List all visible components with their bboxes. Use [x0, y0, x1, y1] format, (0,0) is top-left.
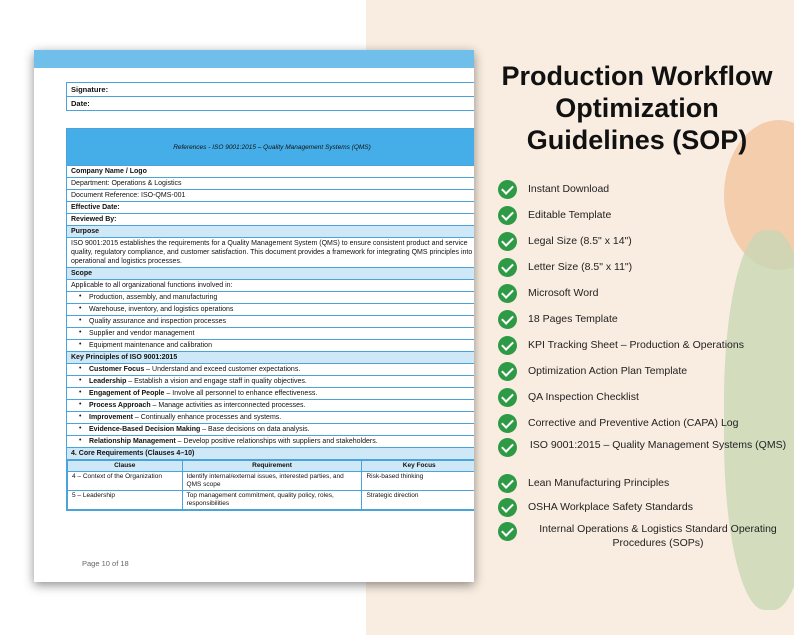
- core-requirements-cell: [67, 460, 475, 511]
- feature-list: [498, 180, 788, 554]
- document-reference-row: Document Reference: ISO-QMS-001: [67, 190, 475, 202]
- feature-label: Letter Size (8.5" x 11"): [528, 261, 633, 273]
- key-focus-cell: Risk-based thinking: [362, 472, 474, 491]
- column-header-requirement: Requirement: [182, 461, 362, 472]
- core-requirements-table: [67, 460, 474, 510]
- principle-name: Leadership: [89, 378, 127, 385]
- reviewed-by-row: Reviewed By:: [67, 214, 475, 226]
- check-icon: [498, 388, 517, 407]
- feature-item: [498, 336, 788, 362]
- principles-heading: Key Principles of ISO 9001:2015: [67, 352, 475, 364]
- effective-date-row: Effective Date:: [67, 202, 475, 214]
- check-icon: [498, 180, 517, 199]
- check-icon: [498, 498, 517, 517]
- check-icon: [498, 232, 517, 251]
- feature-item: [498, 474, 788, 498]
- feature-label: OSHA Workplace Safety Standards: [528, 501, 693, 513]
- feature-label: KPI Tracking Sheet – Production & Operations: [528, 339, 744, 351]
- feature-label: Lean Manufacturing Principles: [528, 477, 670, 489]
- principle-desc: – Develop positive relationships with suppliers and stakeholders.: [175, 438, 378, 445]
- check-icon: [498, 414, 517, 433]
- principle-desc: – Understand and exceed customer expectations.: [144, 366, 301, 373]
- check-icon: [498, 284, 517, 303]
- feature-item: [498, 522, 788, 554]
- page-number: Page 10 of 18: [82, 559, 129, 568]
- company-name-row: Company Name / Logo: [67, 166, 475, 178]
- feature-item: [498, 438, 788, 474]
- feature-item: [498, 310, 788, 336]
- clause-cell: 5 – Leadership: [68, 491, 183, 510]
- feature-label: Optimization Action Plan Template: [528, 365, 688, 377]
- column-header-key-focus: Key Focus: [362, 461, 474, 472]
- feature-label: Legal Size (8.5" x 14"): [528, 235, 632, 247]
- principle-item: [67, 364, 475, 376]
- core-requirements-heading: 4. Core Requirements (Clauses 4–10): [67, 448, 475, 460]
- feature-label: Corrective and Preventive Action (CAPA) Log: [528, 417, 739, 429]
- principle-name: Evidence-Based Decision Making: [89, 426, 201, 433]
- principle-item: [67, 424, 475, 436]
- principle-item: [67, 436, 475, 448]
- feature-label: Microsoft Word: [528, 287, 599, 299]
- principle-desc: – Base decisions on data analysis.: [200, 426, 310, 433]
- principle-name: Engagement of People: [89, 390, 165, 397]
- feature-label: QA Inspection Checklist: [528, 391, 639, 403]
- feature-item: [498, 258, 788, 284]
- feature-item: [498, 388, 788, 414]
- feature-item: [498, 284, 788, 310]
- principle-desc: – Involve all personnel to enhance effectiveness.: [164, 390, 318, 397]
- department-row: Department: Operations & Logistics: [67, 178, 475, 190]
- check-icon: [498, 438, 517, 457]
- check-icon: [498, 310, 517, 329]
- sop-table: [66, 128, 474, 511]
- purpose-heading: Purpose: [67, 226, 475, 238]
- principle-item: [67, 388, 475, 400]
- document-preview: [34, 50, 474, 582]
- clause-cell: 4 – Context of the Organization: [68, 472, 183, 491]
- table-row: [68, 491, 475, 510]
- check-icon: [498, 522, 517, 541]
- check-icon: [498, 258, 517, 277]
- principle-desc: – Manage activities as interconnected processes.: [150, 402, 306, 409]
- principle-desc: – Continually enhance processes and systems.: [132, 414, 282, 421]
- column-header-clause: Clause: [68, 461, 183, 472]
- feature-label: ISO 9001:2015 – Quality Management Systems (QMS): [529, 439, 787, 451]
- feature-item: [498, 362, 788, 388]
- check-icon: [498, 336, 517, 355]
- principle-desc: – Establish a vision and engage staff in quality objectives.: [126, 378, 307, 385]
- table-row: [68, 472, 475, 491]
- requirement-cell: Top management commitment, quality policy, roles, responsibilities: [182, 491, 362, 510]
- principle-item: [67, 412, 475, 424]
- references-header: References - ISO 9001:2015 – Quality Management Systems (QMS): [67, 129, 475, 166]
- feature-item: [498, 180, 788, 206]
- principle-item: [67, 400, 475, 412]
- feature-label: Instant Download: [528, 183, 610, 195]
- date-label: Date:: [67, 97, 475, 111]
- feature-label: 18 Pages Template: [528, 313, 618, 325]
- signature-label: Signature:: [67, 83, 475, 97]
- check-icon: [498, 206, 517, 225]
- scope-item: • Production, assembly, and manufacturing: [67, 292, 475, 304]
- scope-item: • Quality assurance and inspection processes: [67, 316, 475, 328]
- document-header-bar: [34, 50, 474, 68]
- scope-item: • Supplier and vendor management: [67, 328, 475, 340]
- scope-item: • Warehouse, inventory, and logistics operations: [67, 304, 475, 316]
- feature-item: [498, 414, 788, 438]
- check-icon: [498, 474, 517, 493]
- principle-name: Relationship Management: [89, 438, 176, 445]
- principle-item: [67, 376, 475, 388]
- feature-item: [498, 498, 788, 522]
- check-icon: [498, 362, 517, 381]
- product-title: Production Workflow Optimization Guidelines (SOP): [501, 61, 773, 155]
- scope-heading: Scope: [67, 268, 475, 280]
- principle-name: Process Approach: [89, 402, 151, 409]
- feature-label: Internal Operations & Logistics Standard Operating Procedures (SOPs): [539, 523, 777, 549]
- key-focus-cell: Strategic direction: [362, 491, 474, 510]
- feature-item: [498, 232, 788, 258]
- scope-item: • Equipment maintenance and calibration: [67, 340, 475, 352]
- principle-name: Improvement: [89, 414, 133, 421]
- requirement-cell: Identify internal/external issues, interested parties, and QMS scope: [182, 472, 362, 491]
- feature-label: Editable Template: [528, 209, 612, 221]
- principle-name: Customer Focus: [89, 366, 145, 373]
- purpose-text: ISO 9001:2015 establishes the requirements for a Quality Management System (QMS) to ensure consistent product and service quality, regulatory compliance, and customer satisfaction. This document provides a framework for integrating QMS principles into operational and logistics processes.: [67, 238, 475, 268]
- feature-item: [498, 206, 788, 232]
- signature-table: [66, 82, 474, 111]
- scope-intro: Applicable to all organizational functions involved in:: [67, 280, 475, 292]
